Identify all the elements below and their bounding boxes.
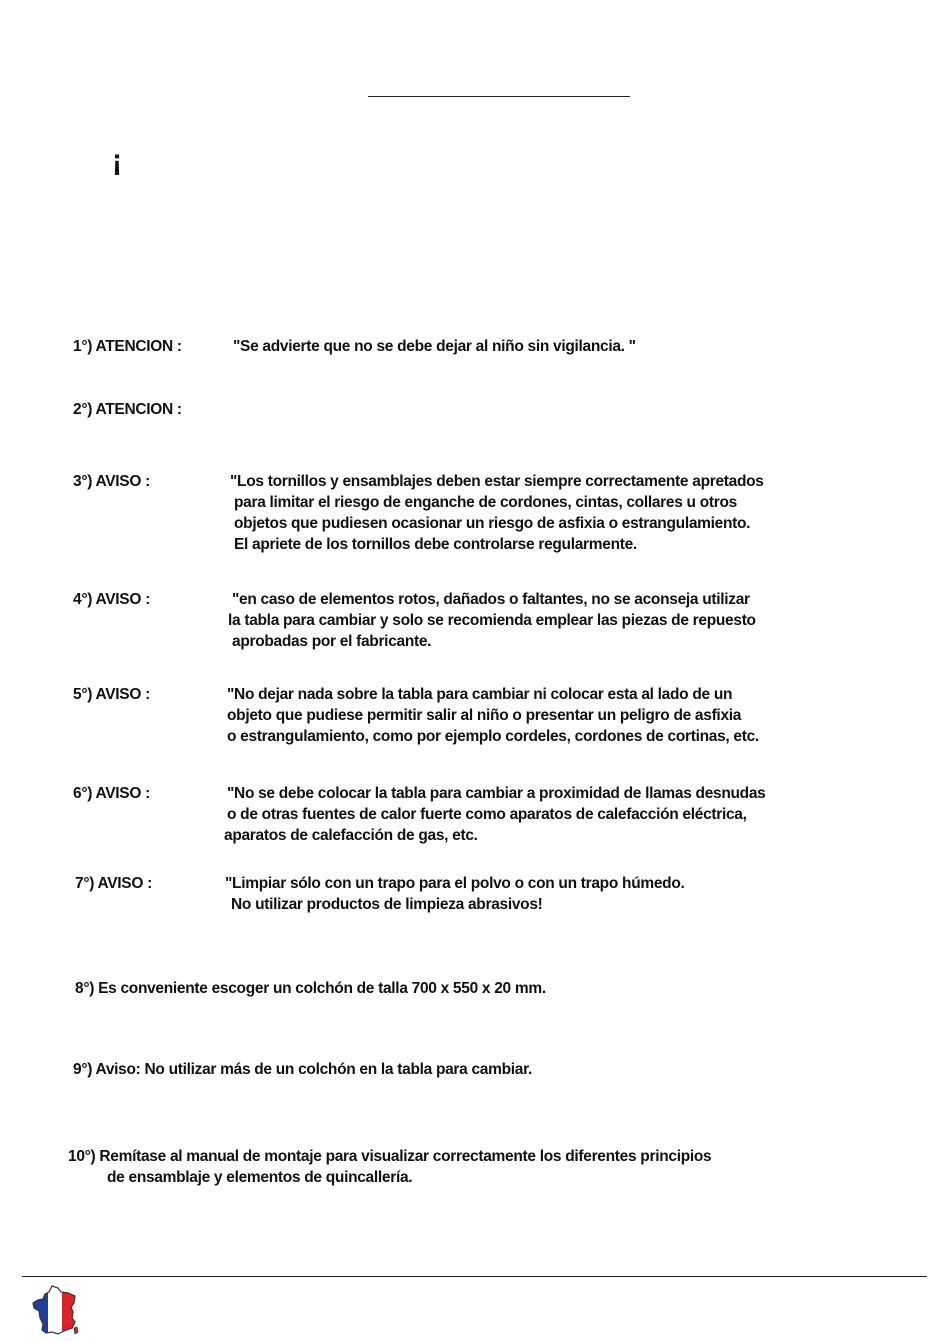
france-map-flag-icon	[30, 1284, 80, 1336]
item-label: 3°) AVISO :	[73, 473, 150, 490]
item-text-line: objeto que pudiese permitir salir al niño o presentar un peligro de asfixia	[227, 707, 742, 724]
item-label: 2°) ATENCION :	[73, 401, 182, 418]
item-text-line: aprobadas por el fabricante.	[232, 633, 432, 650]
item-text-line: o de otras fuentes de calor fuerte como aparatos de calefacción eléctrica,	[227, 806, 747, 823]
item-label: 7°) AVISO :	[75, 875, 152, 892]
item-text-line: aparatos de calefacción de gas, etc.	[224, 827, 478, 844]
item-text-line: No utilizar productos de limpieza abrasivos!	[231, 896, 543, 913]
item-text-line: "Se advierte que no se debe dejar al niño sin vigilancia. "	[233, 338, 636, 355]
item-text-line: El apriete de los tornillos debe controlarse regularmente.	[234, 536, 637, 553]
item-label: 8°) Es conveniente escoger un colchón de talla 700 x 550 x 20 mm.	[75, 980, 546, 997]
title-underline	[368, 96, 630, 97]
footer-divider	[22, 1276, 927, 1277]
item-label: 6°) AVISO :	[73, 785, 150, 802]
item-label: 9°) Aviso: No utilizar más de un colchón en la tabla para cambiar.	[73, 1061, 532, 1078]
item-text-line: "Limpiar sólo con un trapo para el polvo o con un trapo húmedo.	[225, 875, 685, 892]
item-label: 5°) AVISO :	[73, 686, 150, 703]
item-text-line: la tabla para cambiar y solo se recomienda emplear las piezas de repuesto	[228, 612, 756, 629]
item-text-line: para limitar el riesgo de enganche de cordones, cintas, collares u otros	[234, 494, 737, 511]
item-text-line: o estrangulamiento, como por ejemplo cordeles, cordones de cortinas, etc.	[227, 728, 759, 745]
exclamation-mark: ¡	[112, 144, 122, 177]
item-text-line: "No se debe colocar la tabla para cambiar a proximidad de llamas desnudas	[227, 785, 766, 802]
item-text-line: "en caso de elementos rotos, dañados o faltantes, no se aconseja utilizar	[232, 591, 750, 608]
item-text-line: "No dejar nada sobre la tabla para cambiar ni colocar esta al lado de un	[227, 686, 733, 703]
item-text-line: objetos que pudiesen ocasionar un riesgo de asfixia o estrangulamiento.	[234, 515, 751, 532]
item-label: 1°) ATENCION :	[73, 338, 182, 355]
item-label: 4°) AVISO :	[73, 591, 150, 608]
item-label: 10°) Remítase al manual de montaje para visualizar correctamente los diferentes principios	[68, 1148, 712, 1165]
item-text-line: "Los tornillos y ensamblajes deben estar siempre correctamente apretados	[230, 473, 764, 490]
item-text-line: de ensamblaje y elementos de quincallería.	[107, 1169, 413, 1186]
